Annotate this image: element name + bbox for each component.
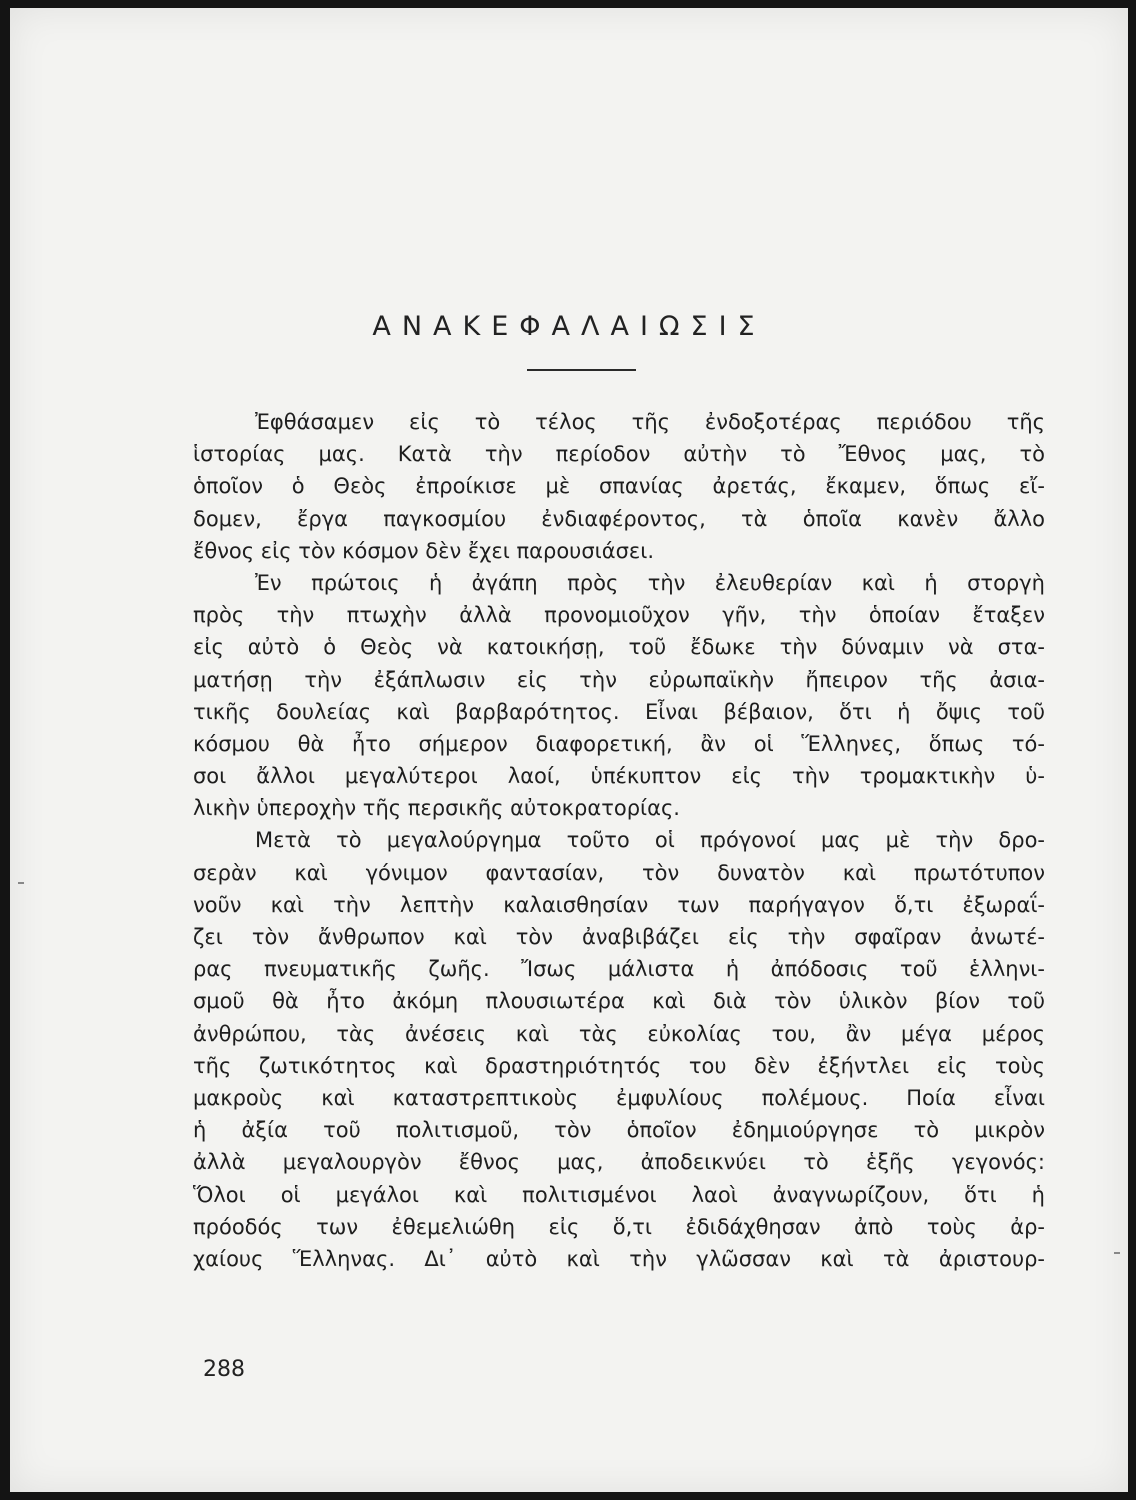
text-line: σοι ἄλλοι μεγαλύτεροι λαοί, ὑπέκυπτον εἰς τὴν τρομακτικὴν ὑ- bbox=[193, 764, 1045, 789]
text-line: δομεν, ἔργα παγκοσμίου ἐνδιαφέροντος, τὰ ὁποῖα κανὲν ἄλλο bbox=[193, 506, 1045, 531]
text-line: ἡ ἀξία τοῦ πολιτισμοῦ, τὸν ὁποῖον ἐδημιούργησε τὸ μικρὸν bbox=[193, 1118, 1045, 1143]
text-line: Ἐφθάσαμεν εἰς τὸ τέλος τῆς ἐνδοξοτέρας περιόδου τῆς bbox=[255, 410, 1045, 434]
text-line: πρόοδός των ἐθεμελιώθη εἰς ὅ,τι ἐδιδάχθησαν ἀπὸ τοὺς ἀρ- bbox=[193, 1214, 1045, 1239]
page-number: 288 bbox=[203, 1357, 245, 1382]
text-line: τικῆς δουλείας καὶ βαρβαρότητος. Εἶναι βέβαιον, ὅτι ἡ ὄψις τοῦ bbox=[193, 699, 1045, 724]
text-line: κόσμου θὰ ἦτο σήμερον διαφορετική, ἂν οἱ Ἕλληνες, ὅπως τό- bbox=[193, 731, 1045, 756]
text-line: χαίους Ἕλληνας. Δι᾽ αὐτὸ καὶ τὴν γλῶσσαν καὶ τὰ ἀριστουρ- bbox=[193, 1246, 1045, 1271]
scan-mark bbox=[18, 882, 24, 884]
text-line: ἀλλὰ μεγαλουργὸν ἔθνος μας, ἀποδεικνύει τὸ ἑξῆς γεγονός: bbox=[193, 1150, 1045, 1175]
text-line: ἔθνος εἰς τὸν κόσμον δὲν ἔχει παρουσιάσει. bbox=[193, 538, 655, 563]
text-line: ματήσῃ τὴν ἐξάπλωσιν εἰς τὴν εὐρωπαϊκὴν ἤπειρον τῆς ἀσια- bbox=[193, 667, 1045, 692]
text-line: Ὅλοι οἱ μεγάλοι καὶ πολιτισμένοι λαοὶ ἀναγνωρίζουν, ὅτι ἡ bbox=[193, 1182, 1045, 1207]
text-line: νοῦν καὶ τὴν λεπτὴν καλαισθησίαν των παρήγαγον ὅ,τι ἐξωραΐ- bbox=[193, 892, 1045, 917]
text-line: ἱστορίας μας. Κατὰ τὴν περίοδον αὐτὴν τὸ Ἔθνος μας, τὸ bbox=[193, 442, 1045, 467]
body-text bbox=[193, 406, 1045, 1275]
text-line: ζει τὸν ἄνθρωπον καὶ τὸν ἀναβιβάζει εἰς τὴν σφαῖραν ἀνωτέ- bbox=[193, 925, 1045, 949]
scan-mark bbox=[1114, 1252, 1120, 1254]
text-line: λικὴν ὑπεροχὴν τῆς περσικῆς αὐτοκρατορίας. bbox=[193, 796, 680, 821]
heading-rule bbox=[527, 369, 636, 371]
text-line: ἀνθρώπου, τὰς ἀνέσεις καὶ τὰς εὐκολίας του, ἂν μέγα μέρος bbox=[193, 1021, 1045, 1046]
text-line: Ἐν πρώτοις ἡ ἀγάπη πρὸς τὴν ἐλευθερίαν καὶ ἡ στοργὴ bbox=[255, 570, 1045, 595]
text-line: εἰς αὐτὸ ὁ Θεὸς νὰ κατοικήσῃ, τοῦ ἔδωκε τὴν δύναμιν νὰ στα- bbox=[193, 635, 1045, 660]
text-line: σερὰν καὶ γόνιμον φαντασίαν, τὸν δυνατὸν καὶ πρωτότυπον bbox=[193, 860, 1045, 885]
text-line: ρας πνευματικῆς ζωῆς. Ἴσως μάλιστα ἡ ἀπόδοσις τοῦ ἑλληνι- bbox=[193, 957, 1045, 982]
book-page bbox=[10, 8, 1128, 1492]
text-line: Μετὰ τὸ μεγαλούργημα τοῦτο οἱ πρόγονοί μας μὲ τὴν δρο- bbox=[255, 828, 1045, 853]
text-line: σμοῦ θὰ ἦτο ἀκόμη πλουσιωτέρα καὶ διὰ τὸν ὑλικὸν βίον τοῦ bbox=[193, 989, 1045, 1014]
text-line: τῆς ζωτικότητος καὶ δραστηριότητός του δὲν ἐξήντλει εἰς τοὺς bbox=[193, 1053, 1045, 1078]
chapter-heading: ΑΝΑΚΕΦΑΛΑΙΩΣΙΣ bbox=[372, 311, 766, 342]
text-line: πρὸς τὴν πτωχὴν ἀλλὰ προνομιοῦχον γῆν, τὴν ὁποίαν ἔταξεν bbox=[193, 603, 1045, 628]
text-line: μακροὺς καὶ καταστρεπτικοὺς ἐμφυλίους πολέμους. Ποία εἶναι bbox=[193, 1085, 1045, 1110]
text-line: ὁποῖον ὁ Θεὸς ἐπροίκισε μὲ σπανίας ἀρετάς, ἔκαμεν, ὅπως εἴ- bbox=[193, 474, 1045, 499]
